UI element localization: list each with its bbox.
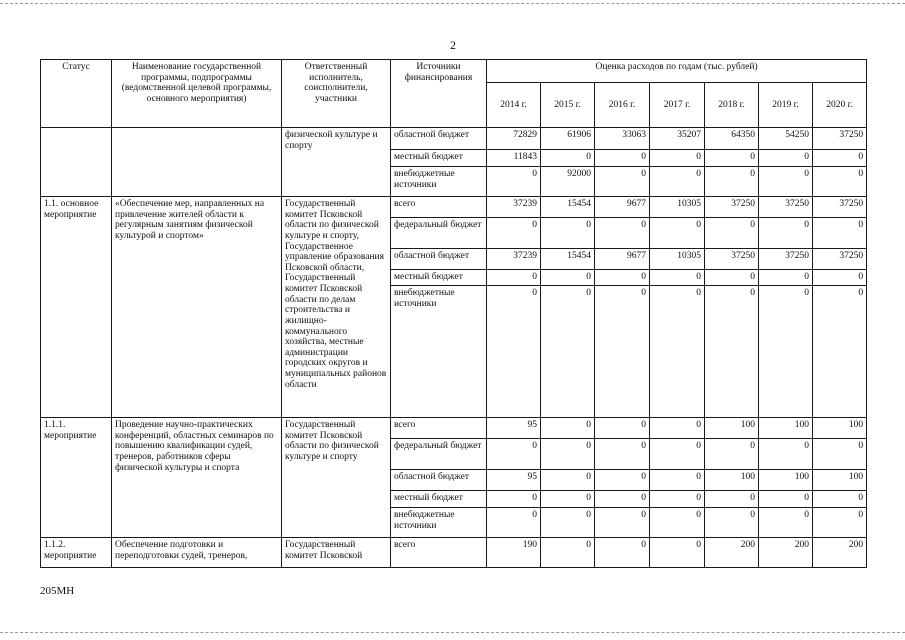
page-number: 2 [450,38,456,52]
source-cell: внебюджетные источники [391,167,487,197]
value-cell: 0 [595,439,650,470]
value-cell: 9677 [595,249,650,270]
source-cell: всего [391,197,487,218]
value-cell: 0 [595,491,650,508]
status-cell: 1.1. основное мероприятие [41,197,112,418]
scan-edge-top [0,3,905,5]
value-cell: 0 [650,470,705,491]
value-cell: 0 [650,286,705,418]
value-cell: 0 [487,286,541,418]
value-cell: 61906 [541,128,595,150]
header-year: 2014 г. [487,83,541,128]
status-cell: 1.1.1. мероприятие [41,418,112,538]
header-year: 2015 г. [541,83,595,128]
source-cell: местный бюджет [391,491,487,508]
value-cell: 95 [487,470,541,491]
name-cell: Обеспечение подготовки и переподготовки судей, тренеров, [112,538,282,568]
value-cell: 0 [487,439,541,470]
value-cell: 0 [705,167,759,197]
value-cell: 0 [650,439,705,470]
responsible-cell: Государственный комитет Псковской [282,538,391,568]
value-cell: 0 [595,270,650,286]
value-cell: 100 [705,470,759,491]
value-cell: 37250 [813,249,867,270]
table-row [41,128,867,150]
name-cell: Проведение научно-практических конференций, областных семинаров по повышению квалификации судей, тренеров, работников сферы физической культуры и спорта [112,418,282,538]
value-cell: 37250 [705,197,759,218]
value-cell: 10305 [650,197,705,218]
value-cell: 37250 [759,197,813,218]
value-cell: 200 [759,538,813,568]
value-cell: 0 [705,270,759,286]
value-cell: 37239 [487,197,541,218]
header-status: Статус [41,60,112,128]
status-cell [41,128,112,197]
table-row [41,197,867,218]
value-cell: 0 [595,218,650,249]
header-year: 2016 г. [595,83,650,128]
header-sources: Источники финансирования [391,60,487,128]
value-cell: 72829 [487,128,541,150]
value-cell: 100 [813,470,867,491]
value-cell: 0 [813,286,867,418]
value-cell: 0 [487,491,541,508]
value-cell: 0 [759,439,813,470]
header-year: 2017 г. [650,83,705,128]
source-cell: местный бюджет [391,270,487,286]
source-cell: областной бюджет [391,470,487,491]
value-cell: 0 [650,218,705,249]
source-cell: местный бюджет [391,150,487,167]
value-cell: 0 [595,286,650,418]
source-cell: всего [391,538,487,568]
value-cell: 100 [813,418,867,439]
value-cell: 37250 [759,249,813,270]
value-cell: 0 [813,150,867,167]
value-cell: 200 [813,538,867,568]
document-code: 205МН [40,585,75,597]
value-cell: 0 [759,286,813,418]
value-cell: 0 [705,439,759,470]
header-year: 2019 г. [759,83,813,128]
value-cell: 0 [813,508,867,538]
value-cell: 100 [759,470,813,491]
value-cell: 100 [705,418,759,439]
value-cell: 0 [705,150,759,167]
header-year: 2020 г. [813,83,867,128]
source-cell: федеральный бюджет [391,218,487,249]
value-cell: 0 [813,167,867,197]
value-cell: 0 [759,270,813,286]
table-row [41,538,867,568]
value-cell: 100 [759,418,813,439]
responsible-cell: физической культуре и спорту [282,128,391,197]
value-cell: 95 [487,418,541,439]
value-cell: 200 [705,538,759,568]
responsible-cell: Государственный комитет Псковской области по физической культуре и спорту, Государственное управление образования Псковской области, Государственный комитет Псковской области по делам строительства и жилищно-коммунального хозяйства, местные администрации городских округов и муниципальных районов области [282,197,391,418]
value-cell: 37250 [813,128,867,150]
value-cell: 0 [595,418,650,439]
source-cell: областной бюджет [391,128,487,150]
value-cell: 0 [759,508,813,538]
value-cell: 0 [650,150,705,167]
responsible-cell: Государственный комитет Псковской области по физической культуре и спорту [282,418,391,538]
value-cell: 0 [487,270,541,286]
source-cell: внебюджетные источники [391,508,487,538]
value-cell: 11843 [487,150,541,167]
header-estimate: Оценка расходов по годам (тыс. рублей) [487,60,867,83]
value-cell: 0 [595,538,650,568]
value-cell: 54250 [759,128,813,150]
value-cell: 0 [813,218,867,249]
value-cell: 0 [541,491,595,508]
value-cell: 0 [650,270,705,286]
value-cell: 0 [759,491,813,508]
value-cell: 0 [541,418,595,439]
source-cell: внебюджетные источники [391,286,487,418]
header-row-top [41,60,867,83]
value-cell: 0 [759,150,813,167]
value-cell: 0 [705,508,759,538]
value-cell: 0 [487,167,541,197]
value-cell: 0 [541,439,595,470]
value-cell: 0 [813,491,867,508]
value-cell: 0 [650,538,705,568]
value-cell: 0 [705,491,759,508]
value-cell: 15454 [541,197,595,218]
value-cell: 0 [813,270,867,286]
value-cell: 0 [650,418,705,439]
value-cell: 37250 [813,197,867,218]
value-cell: 37250 [705,249,759,270]
value-cell: 0 [541,470,595,491]
table-row [41,418,867,439]
value-cell: 35207 [650,128,705,150]
header-name: Наименование государственной программы, подпрограммы (ведомственной целевой программы, основного мероприятия) [112,60,282,128]
value-cell: 0 [813,439,867,470]
value-cell: 0 [595,470,650,491]
value-cell: 0 [595,167,650,197]
value-cell: 0 [650,508,705,538]
name-cell: «Обеспечение мер, направленных на привлечение жителей области к регулярным занятиям физической культурой и спортом» [112,197,282,418]
value-cell: 0 [759,167,813,197]
value-cell: 64350 [705,128,759,150]
name-cell [112,128,282,197]
header-responsible: Ответственный исполнитель, соисполнители, участники [282,60,391,128]
value-cell: 0 [541,150,595,167]
value-cell: 0 [541,538,595,568]
value-cell: 92000 [541,167,595,197]
value-cell: 0 [541,508,595,538]
value-cell: 10305 [650,249,705,270]
table-body [41,128,867,568]
value-cell: 9677 [595,197,650,218]
value-cell: 0 [487,508,541,538]
value-cell: 0 [541,218,595,249]
value-cell: 0 [541,270,595,286]
scan-edge-bottom [0,632,905,634]
value-cell: 0 [487,218,541,249]
value-cell: 37239 [487,249,541,270]
value-cell: 0 [595,150,650,167]
budget-table [40,59,867,568]
source-cell: всего [391,418,487,439]
value-cell: 0 [650,491,705,508]
value-cell: 0 [705,218,759,249]
header-year: 2018 г. [705,83,759,128]
value-cell: 15454 [541,249,595,270]
value-cell: 0 [541,286,595,418]
source-cell: областной бюджет [391,249,487,270]
value-cell: 190 [487,538,541,568]
value-cell: 0 [705,286,759,418]
source-cell: федеральный бюджет [391,439,487,470]
status-cell: 1.1.2. мероприятие [41,538,112,568]
value-cell: 33063 [595,128,650,150]
value-cell: 0 [759,218,813,249]
value-cell: 0 [650,167,705,197]
value-cell: 0 [595,508,650,538]
